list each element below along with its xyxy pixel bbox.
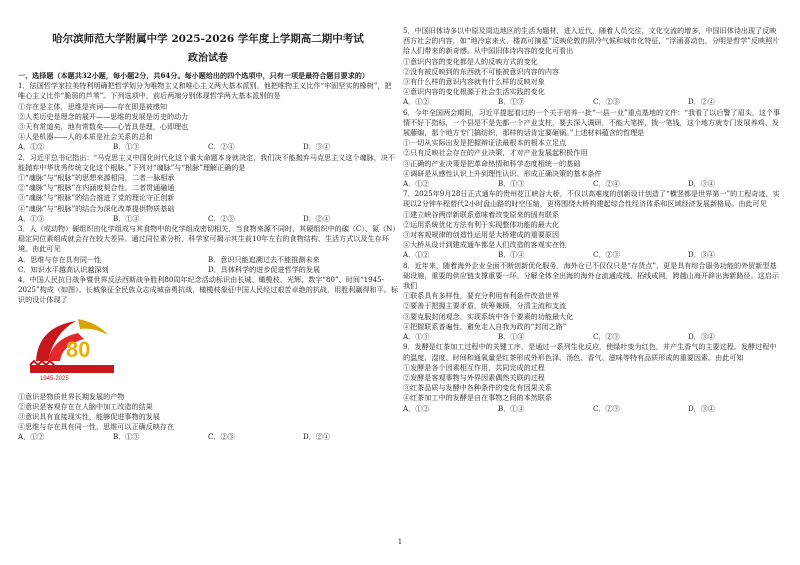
choice-item: ④思维与存在具有同一性，思维可以正确反映存在 [18,422,175,432]
question-stem: 6．今年全国两会期间，习近平提起看过的一个关于培养一批“一县一业”重点基地的文件：“我看了以后警了眉头，这个事情不好下指标，一个县是不是先都一个产业支柱，要去深入调研，不能大笔挥，拨一笔钱，这个地方就专门发展养鸡、发展藤编，那个地方专门搞纺织，那样的话肯定要砸锅。”上述材料蕴含的哲理是 [403,107,781,138]
option-b: B．①③ [113,142,140,152]
choice-item: ④“魂脉”与“根脉”的结合为深化改革提供物质基础 [18,203,175,213]
option-a: A．①② [403,250,430,260]
option-d: D．②④ [688,97,715,107]
option-a: A．思维与存在具有同一性 [18,254,102,264]
choice-item: ③意识具有直接现实性，能够促进事物的发展 [18,412,160,422]
option-b: B．①④ [113,213,140,223]
choice-item: ④大桥从设计到建成通车都是人们改造的客观实在性 [403,240,567,250]
emblem-years: 1945-2025 [40,375,69,382]
left-column [18,22,398,443]
choice-item: ①一切从实际出发是把握辩证法最根本的根本立足点 [403,138,567,148]
option-a: A．①② [18,142,45,152]
choice-item: ①意识是物质世界长期发展的产物 [18,391,125,401]
question-5 [403,26,783,108]
exam-subject: 政治试卷 [188,53,228,64]
choice-item: ③有什么样的意识内容就有什么样的反映对象 [403,77,545,87]
option-b: B．①④ [498,403,525,413]
answer-options [403,250,783,260]
question-stem: 1．法国哲学家拉美特利明确把哲学划分为唯物主义和唯心主义两大基本派别，他把唯物主义比作“牢固坚实的橡树”，把唯心主义比作“脆弱的芦苇”。下列选项中，前后两端分别体现哲学两大基本派别的是 [18,81,392,101]
choice-item: ④意识内容的变化根源于社会生活实践的变化 [403,87,545,97]
choice-item: ①意识内容的变化都是人的反映方式的变化 [403,56,538,66]
question-9 [403,342,783,413]
answer-options [18,255,398,275]
choice-item: ②发酵是客观事物与外界因素偶然关联的过程 [403,372,545,382]
option-a: A．①② [403,179,430,189]
choice-item: ③正确的产业决策是把革命热情和科学态度相统一的基础 [403,158,581,168]
choice-item: ③要克服封闭观念，实现系统中各个要素的功能最大化 [403,311,574,321]
question-stem: 5．中国旧体诗多以中原及周边地区的生活为题材，进入近代，随着人员交往，文化交流的增多，中国旧体诗出现了反映西方社会的内容，如“地冷京来火，楼高可摘星”反映伦敦的阴冷气候和城市化特征，“浮涌喜动色，分明是哲学”反映照片给人们带来的新奇感。从中国旧体诗内容的变化可看出 [403,26,780,56]
emblem-graphic [18,309,138,389]
option-d: D．③④ [688,403,715,413]
question-4 [18,275,398,443]
option-d: D．③④ [303,142,330,152]
page-number: 1 [397,538,403,546]
anniversary-emblem [18,309,138,389]
option-d: D．③④ [688,179,715,189]
emblem-number: 80 [66,336,91,362]
option-c: C．②④ [593,179,620,189]
answer-options [18,142,398,152]
choice-item: ④把握联系普遍性，避免走入自我为政的“封闭之路” [403,321,567,331]
option-d: D．③④ [688,250,715,260]
answer-options [403,332,783,342]
question-8 [403,261,783,343]
answer-options [18,432,398,442]
option-c: C．②③ [593,403,620,413]
question-stem: 2．习近平总书记指出：“马克思主义中国化时代化这个重大命题本身就决定，我们决不能抛弃马克思主义这个魂脉，决不能抛弃中华优秀传统文化这个根脉。”下列对“魂脉”与“根脉”理解正确的是 [18,152,396,172]
question-stem: 4．中国人民抗日战争暨世界反法西斯战争胜利80周年纪念活动标识由长城、橄榄枝、光辉、数字“80”、时间“1945-2025”构成（如图）。长城象征全民族众志成城奋勇抗战，橄榄枝象征中国人民经过艰苦卓绝的抗战，用胜利赢得和平。标识的设计体现了 [18,275,398,305]
option-b: B．①④ [498,332,525,342]
question-stem: 7．2025年9月28日正式通车的贵州花江峡谷大桥，不仅以高难度的创新设计创造了“横竖都是世界第一”的工程奇迹，实现以2分钟车程替代2小时盘山路的时空压缩，更将围绕大桥构建起综合性经济体系和区域经济发展新格局。由此可见 [403,189,780,209]
option-d: D．②④ [303,213,330,223]
option-c: C．知识水平越高认识越深刻 [18,264,109,274]
question-2 [18,153,398,224]
question-7 [403,189,783,260]
option-c: C．②③ [208,213,235,223]
question-6 [403,108,783,190]
option-a: A．①② [18,432,45,442]
question-3 [18,224,398,275]
exam-title: 哈尔滨师范大学附属中学 2025-2026 学年度上学期高二期中考试 [52,33,364,45]
option-d: D．③④ [688,332,715,342]
option-b: B．①③ [498,97,525,107]
option-c: C．②③ [593,332,620,342]
question-stem: 3．人（或动物）硬组织由化学组成与其食物中的化学组成密切相关，当食物来源不同时，其硬组织中的碳（C）、氮（N）稳定同位素组成就会存在较大差异。通过同位素分析，科学家可揭示其生前10年左右的食物结构、生活方式以及生存环境。由此可见 [18,224,396,254]
right-column [403,26,783,414]
choice-item: ④人是机器——人的本质是社会关系的总和 [18,132,153,142]
choice-item: ①存在是主体，思维是宾词——存在即是被感知 [18,101,167,111]
section-heading: 一、选择题（本题共32小题，每小题2分，共64分。每小题给出的四个选项中，只有一项是最符合题目要求的） [18,71,369,80]
option-c: C．②④ [208,142,235,152]
choice-item: ①发酵是各个因素相互作用，共同完成的过程 [403,362,545,372]
choice-item: ②人类历史是理念的展开——思维的发展是历史的动力 [18,111,189,121]
choice-item: ①联系具有多样性，要充分利用有利条件改造世界 [403,291,560,301]
choice-item: ②意识是客观存在在人脑中加工改造的结果 [18,401,153,411]
option-b: B．①③ [498,179,525,189]
question-stem: 9．发酵是红茶加工过程中的关键工序，是通过一系列生化反应，使绿叶变为红色，并产生香气的主要过程。发酵过程中的温度、湿度、时间和通氧量是红茶形成外形色泽、汤色、香气、滋味等特有品质形成的重要因素。由此可知 [403,342,777,362]
option-b: B．①③ [113,432,140,442]
question-1 [18,81,398,152]
choice-item: ①“魂脉”与“根脉”的思想来源相同，二者一脉相承 [18,173,175,183]
option-d: D．具体科学的进步促进哲学的发展 [208,264,321,274]
option-c: C．②③ [593,97,620,107]
choice-item: ②没有被反映到的东西就不可能被意识内容的内容 [403,66,560,76]
choice-item: ④红茶加工中的发酵是自在事物之间的本然联系 [403,393,552,403]
choice-item: ②只有反映社会存在的产业决策，才对产业发展起积极作用 [403,148,588,158]
option-b: B．①④ [498,250,525,260]
option-a: A．①③ [18,213,45,223]
choice-item: ③天有常道矣，地有常数矣——心皆具是理，心即理也 [18,122,189,132]
answer-options [403,179,783,189]
question-stem: 8．近年来，随着海外企业全面不断创新优化服务，海外仓已不仅仅只是“存货点”，更是具有综合服务功能的外贸新型基础设施，重要的供应链支撑重要一环。分解全体全出海的海外仓流通成线、拓线成网，跨越山海开辟出海新路径。这启示我们 [403,260,779,291]
choice-item: ③对客观规律的创造性运用是大桥建成的重要原因 [403,230,560,240]
choice-item: ③“魂脉”与“根脉”的结合推进了党的理论守正创新 [18,193,175,203]
option-a: A．①② [403,97,430,107]
answer-options [18,214,398,224]
choice-item: ①建立峡谷两岸新联系意味着改变原来的固有联系 [403,209,560,219]
option-a: A．①③ [403,332,430,342]
option-c: C．②③ [208,432,235,442]
option-d: D．②④ [303,432,330,442]
choice-item: ③红茶品质与发酵中各种条件的变化有因果关系 [403,383,552,393]
choice-item: ②“魂脉”与“根脉”在内涵度契合性，二者贯通融通 [18,183,175,193]
answer-options [403,404,783,414]
option-b: B．意识只能追溯过去不能推测未来 [208,254,320,264]
choice-item: ②要善于把握主要矛盾，统筹兼顾，分清主流和支流 [403,301,567,311]
option-a: A．①② [403,403,430,413]
choice-item: ④调研是从感性认识上升到理性认识、形成正确决策的基本条件 [403,168,602,178]
choice-item: ②运用系统优化方法有利于实现整体功能的最大化 [403,219,560,229]
option-c: C．②③ [593,250,620,260]
answer-options [403,97,783,107]
